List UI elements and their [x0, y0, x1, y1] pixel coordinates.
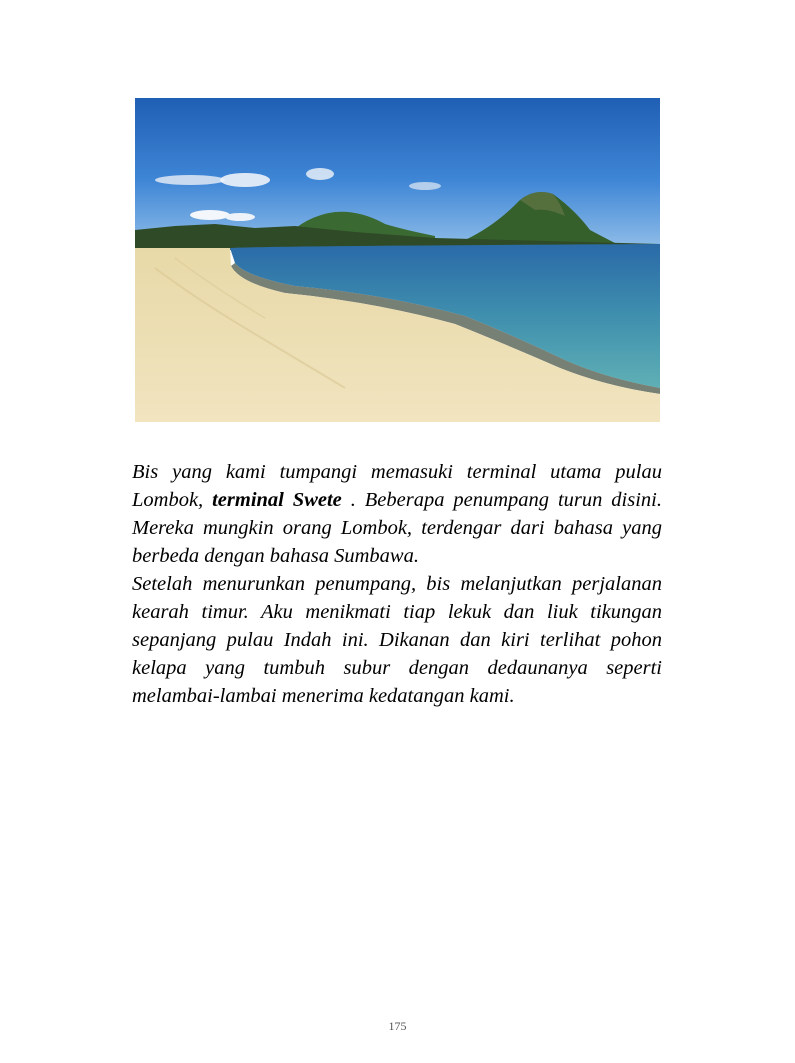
paragraph-terminal [132, 458, 662, 570]
story-text [132, 458, 662, 710]
paragraph-journey: Setelah menurunkan penumpang, bis melanjutkan perjalanan kearah timur. Aku menikmati tiap lekuk dan liuk tikungan sepanjang pulau Indah ini. Dikanan dan kiri terlihat pohon kelapa yang tumbuh subur dengan dedaunanya seperti melambai-lambai menerima kedatangan kami. [132, 573, 662, 707]
paragraph-1-start: Bis yang kami tumpangi memasuki terminal utama pulau Lombok, [132, 461, 662, 511]
page-number: 175 [388, 1019, 407, 1033]
paragraph-1-end: . Beberapa penumpang turun disini. Mereka mungkin orang Lombok, terdengar dari bahasa yang berbeda dengan bahasa Sumbawa. [132, 489, 662, 567]
beach-illustration [135, 98, 660, 422]
terminal-name: terminal Swete [212, 489, 342, 511]
beach-photo [135, 98, 660, 422]
